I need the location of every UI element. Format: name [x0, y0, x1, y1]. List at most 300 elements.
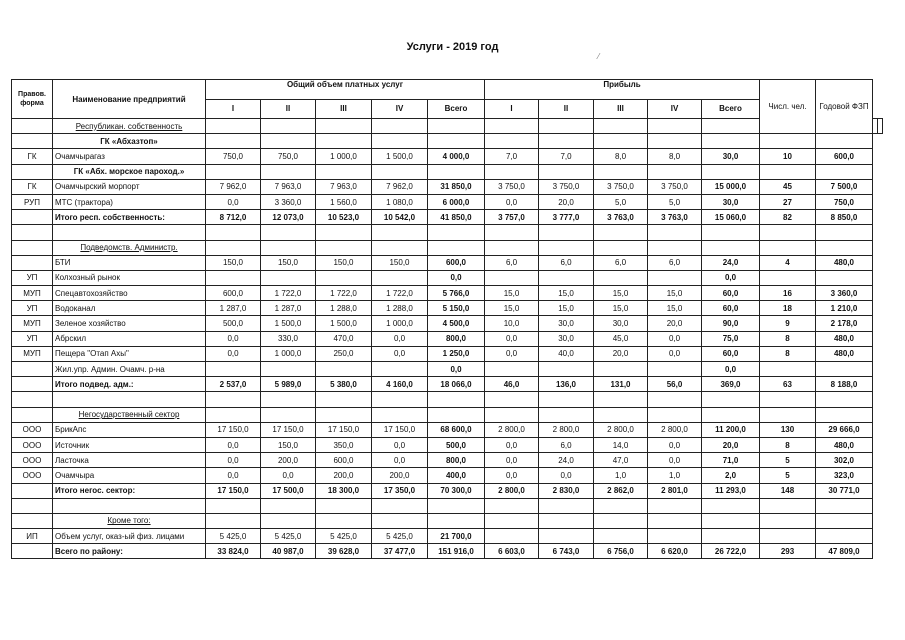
- volume-q4-cell: 4 160,0: [372, 377, 428, 392]
- profit-q2-cell: 136,0: [539, 377, 594, 392]
- enterprise-name-cell: МТС (трактора): [53, 194, 206, 209]
- empty-cell: [816, 392, 873, 407]
- volume-total-cell: 400,0: [428, 468, 485, 483]
- profit-q2-cell: [539, 362, 594, 377]
- staff-count-cell: 293: [760, 544, 816, 559]
- profit-q4-cell: 2 800,0: [648, 422, 702, 437]
- section-row: [12, 119, 883, 134]
- legal-form-cell: [12, 544, 53, 559]
- table-row: [12, 468, 883, 483]
- empty-cell: [372, 407, 428, 422]
- empty-cell: [206, 513, 261, 528]
- profit-total-cell: 60,0: [702, 346, 760, 361]
- profit-q2-cell: [539, 529, 594, 544]
- staff-count-cell: 5: [760, 453, 816, 468]
- volume-q3-cell: [316, 362, 372, 377]
- staff-count-cell: 10: [760, 149, 816, 164]
- empty-cell: [648, 407, 702, 422]
- volume-q4-cell: 1 080,0: [372, 194, 428, 209]
- volume-q2-cell: 1 000,0: [261, 346, 316, 361]
- enterprise-name-cell: Итого негос. сектор:: [53, 483, 206, 498]
- enterprise-name-cell: БТИ: [53, 255, 206, 270]
- volume-q3-cell: 200,0: [316, 468, 372, 483]
- profit-q1-cell: [485, 529, 539, 544]
- empty-cell: [428, 240, 485, 255]
- profit-q1-cell: 0,0: [485, 453, 539, 468]
- total-row: [12, 210, 883, 225]
- profit-q1-cell: 10,0: [485, 316, 539, 331]
- table-row: [12, 194, 883, 209]
- volume-q3-cell: 250,0: [316, 346, 372, 361]
- annual-fzp-cell: 30 771,0: [816, 483, 873, 498]
- profit-q2-cell: [539, 270, 594, 285]
- legal-form-cell: МУП: [12, 346, 53, 361]
- profit-q3-cell: 131,0: [594, 377, 648, 392]
- empty-cell: [648, 225, 702, 240]
- profit-total-cell: 26 722,0: [702, 544, 760, 559]
- section-title: Подведомств. Администр.: [53, 240, 206, 255]
- profit-q3-cell: 6,0: [594, 255, 648, 270]
- empty-cell: [372, 119, 428, 134]
- profit-q3-cell: 20,0: [594, 346, 648, 361]
- profit-q2-cell: 24,0: [539, 453, 594, 468]
- annual-fzp-cell: 480,0: [816, 437, 873, 452]
- profit-q1-cell: 6 603,0: [485, 544, 539, 559]
- empty-cell: [816, 240, 873, 255]
- empty-cell: [12, 225, 53, 240]
- profit-total-cell: 15 000,0: [702, 179, 760, 194]
- header-p-q4: IV: [648, 99, 702, 119]
- empty-cell: [261, 513, 316, 528]
- volume-q3-cell: 150,0: [316, 255, 372, 270]
- profit-total-cell: 20,0: [702, 437, 760, 452]
- staff-count-cell: 130: [760, 422, 816, 437]
- empty-cell: [702, 225, 760, 240]
- volume-total-cell: 600,0: [428, 255, 485, 270]
- empty-cell: [485, 498, 539, 513]
- empty-cell: [428, 119, 485, 134]
- empty-cell: [594, 407, 648, 422]
- volume-q3-cell: 18 300,0: [316, 483, 372, 498]
- annual-fzp-cell: 8 188,0: [816, 377, 873, 392]
- annual-fzp-cell: 750,0: [816, 194, 873, 209]
- profit-q3-cell: 3 750,0: [594, 179, 648, 194]
- volume-q2-cell: 12 073,0: [261, 210, 316, 225]
- annual-fzp-cell: 302,0: [816, 453, 873, 468]
- staff-count-cell: 16: [760, 286, 816, 301]
- volume-q4-cell: 0,0: [372, 453, 428, 468]
- legal-form-cell: [12, 483, 53, 498]
- blank-row: [12, 392, 883, 407]
- volume-total-cell: 4 500,0: [428, 316, 485, 331]
- volume-q1-cell: [206, 270, 261, 285]
- volume-q3-cell: 10 523,0: [316, 210, 372, 225]
- profit-total-cell: 11 293,0: [702, 483, 760, 498]
- empty-cell: [316, 392, 372, 407]
- profit-q3-cell: 15,0: [594, 301, 648, 316]
- volume-q2-cell: 5 989,0: [261, 377, 316, 392]
- profit-q4-cell: 0,0: [648, 331, 702, 346]
- empty-cell: [261, 119, 316, 134]
- volume-q2-cell: [261, 270, 316, 285]
- profit-q1-cell: 46,0: [485, 377, 539, 392]
- volume-q3-cell: 1 722,0: [316, 286, 372, 301]
- empty-cell: [594, 240, 648, 255]
- profit-q2-cell: 3 750,0: [539, 179, 594, 194]
- empty-cell: [485, 392, 539, 407]
- annual-fzp-cell: [816, 362, 873, 377]
- profit-q4-cell: 8,0: [648, 149, 702, 164]
- volume-q2-cell: 150,0: [261, 255, 316, 270]
- legal-form-cell: [12, 377, 53, 392]
- table-row: [12, 346, 883, 361]
- empty-cell: [760, 513, 816, 528]
- section-title: Негосударственный сектор: [53, 407, 206, 422]
- empty-cell: [485, 240, 539, 255]
- volume-total-cell: 68 600,0: [428, 422, 485, 437]
- section-title: Кроме того:: [53, 513, 206, 528]
- profit-q4-cell: 20,0: [648, 316, 702, 331]
- empty-cell: [316, 134, 372, 149]
- table-row: [12, 362, 883, 377]
- volume-q1-cell: 0,0: [206, 453, 261, 468]
- volume-q2-cell: 1 722,0: [261, 286, 316, 301]
- table-row: [12, 316, 883, 331]
- volume-q2-cell: [261, 362, 316, 377]
- staff-count-cell: 18: [760, 301, 816, 316]
- empty-cell: [760, 407, 816, 422]
- table-row: [12, 453, 883, 468]
- volume-q4-cell: 17 150,0: [372, 422, 428, 437]
- volume-q2-cell: 1 287,0: [261, 301, 316, 316]
- enterprise-name-cell: Спецавтохозяйство: [53, 286, 206, 301]
- empty-cell: [53, 392, 206, 407]
- legal-form-cell: [12, 210, 53, 225]
- table-row: [12, 422, 883, 437]
- annual-fzp-cell: 2 178,0: [816, 316, 873, 331]
- volume-q4-cell: [372, 270, 428, 285]
- empty-cell: [261, 498, 316, 513]
- profit-q4-cell: 6,0: [648, 255, 702, 270]
- total-row: [12, 544, 883, 559]
- profit-q4-cell: 1,0: [648, 468, 702, 483]
- profit-q1-cell: 7,0: [485, 149, 539, 164]
- empty-cell: [206, 392, 261, 407]
- profit-q4-cell: 3 763,0: [648, 210, 702, 225]
- empty-cell: [760, 240, 816, 255]
- empty-cell: [428, 134, 485, 149]
- profit-q4-cell: 15,0: [648, 286, 702, 301]
- annual-fzp-cell: 47 809,0: [816, 544, 873, 559]
- volume-q2-cell: 7 963,0: [261, 179, 316, 194]
- empty-cell: [316, 225, 372, 240]
- legal-form-cell: МУП: [12, 286, 53, 301]
- empty-cell: [261, 407, 316, 422]
- table-row: [12, 331, 883, 346]
- profit-total-cell: 15 060,0: [702, 210, 760, 225]
- section-row: [12, 407, 883, 422]
- volume-q4-cell: 0,0: [372, 331, 428, 346]
- profit-q1-cell: 2 800,0: [485, 483, 539, 498]
- form-cell: [12, 134, 53, 149]
- volume-total-cell: 21 700,0: [428, 529, 485, 544]
- profit-q2-cell: 6 743,0: [539, 544, 594, 559]
- profit-q2-cell: 20,0: [539, 194, 594, 209]
- volume-q3-cell: 350,0: [316, 437, 372, 452]
- form-cell: [12, 119, 53, 134]
- staff-count-cell: [760, 270, 816, 285]
- profit-total-cell: 0,0: [702, 362, 760, 377]
- section-row: [12, 513, 883, 528]
- annual-fzp-cell: 8 850,0: [816, 210, 873, 225]
- volume-q1-cell: 17 150,0: [206, 483, 261, 498]
- annual-fzp-cell: 480,0: [816, 331, 873, 346]
- pen-mark: ⁄: [598, 52, 600, 61]
- volume-q2-cell: 750,0: [261, 149, 316, 164]
- form-cell: [12, 164, 53, 179]
- table-row: [12, 301, 883, 316]
- enterprise-name-cell: БрикАпс: [53, 422, 206, 437]
- legal-form-cell: ООО: [12, 468, 53, 483]
- volume-q3-cell: 1 000,0: [316, 149, 372, 164]
- legal-form-cell: ООО: [12, 437, 53, 452]
- volume-q2-cell: 1 500,0: [261, 316, 316, 331]
- profit-q3-cell: 3 763,0: [594, 210, 648, 225]
- volume-q1-cell: 600,0: [206, 286, 261, 301]
- empty-cell: [206, 134, 261, 149]
- empty-cell: [539, 240, 594, 255]
- empty-cell: [316, 240, 372, 255]
- header-row-1: [12, 80, 883, 100]
- volume-q1-cell: 500,0: [206, 316, 261, 331]
- volume-q1-cell: 5 425,0: [206, 529, 261, 544]
- enterprise-name-cell: Всего по району:: [53, 544, 206, 559]
- volume-q4-cell: 37 477,0: [372, 544, 428, 559]
- empty-cell: [702, 240, 760, 255]
- empty-cell: [878, 119, 883, 134]
- volume-q3-cell: 1 288,0: [316, 301, 372, 316]
- profit-q1-cell: 3 757,0: [485, 210, 539, 225]
- profit-q4-cell: 0,0: [648, 453, 702, 468]
- subgroup-title: ГК «Абхазтоп»: [53, 134, 206, 149]
- legal-form-cell: [12, 362, 53, 377]
- empty-cell: [594, 134, 648, 149]
- legal-form-cell: УП: [12, 270, 53, 285]
- empty-cell: [316, 164, 372, 179]
- empty-cell: [760, 498, 816, 513]
- volume-q3-cell: 39 628,0: [316, 544, 372, 559]
- volume-total-cell: 70 300,0: [428, 483, 485, 498]
- subgroup-title: ГК «Абх. морское пароход.»: [53, 164, 206, 179]
- empty-cell: [816, 407, 873, 422]
- annual-fzp-cell: [816, 270, 873, 285]
- profit-total-cell: 30,0: [702, 194, 760, 209]
- empty-cell: [760, 164, 816, 179]
- staff-count-cell: [760, 529, 816, 544]
- staff-count-cell: 82: [760, 210, 816, 225]
- empty-cell: [539, 392, 594, 407]
- empty-cell: [702, 119, 760, 134]
- volume-q1-cell: 1 287,0: [206, 301, 261, 316]
- empty-cell: [816, 134, 873, 149]
- volume-q3-cell: 7 963,0: [316, 179, 372, 194]
- empty-cell: [206, 407, 261, 422]
- volume-q4-cell: 1 288,0: [372, 301, 428, 316]
- header-fzp: Годовой ФЗП: [816, 80, 873, 134]
- profit-q4-cell: 3 750,0: [648, 179, 702, 194]
- volume-total-cell: 500,0: [428, 437, 485, 452]
- profit-q4-cell: [648, 270, 702, 285]
- header-v-q3: III: [316, 99, 372, 119]
- staff-count-cell: 8: [760, 331, 816, 346]
- volume-total-cell: 6 000,0: [428, 194, 485, 209]
- volume-q1-cell: [206, 362, 261, 377]
- blank-row: [12, 498, 883, 513]
- staff-count-cell: 63: [760, 377, 816, 392]
- enterprise-name-cell: Очамчырагаз: [53, 149, 206, 164]
- empty-cell: [206, 119, 261, 134]
- profit-total-cell: 11 200,0: [702, 422, 760, 437]
- volume-q4-cell: 0,0: [372, 437, 428, 452]
- profit-q1-cell: 0,0: [485, 331, 539, 346]
- volume-q2-cell: 150,0: [261, 437, 316, 452]
- header-staff: Числ. чел.: [760, 80, 816, 134]
- volume-q2-cell: 200,0: [261, 453, 316, 468]
- profit-q4-cell: 15,0: [648, 301, 702, 316]
- profit-q3-cell: 8,0: [594, 149, 648, 164]
- profit-q4-cell: [648, 529, 702, 544]
- profit-total-cell: 24,0: [702, 255, 760, 270]
- empty-cell: [816, 513, 873, 528]
- empty-cell: [816, 164, 873, 179]
- profit-q3-cell: 1,0: [594, 468, 648, 483]
- volume-q2-cell: 330,0: [261, 331, 316, 346]
- volume-total-cell: 800,0: [428, 453, 485, 468]
- empty-cell: [428, 407, 485, 422]
- legal-form-cell: УП: [12, 331, 53, 346]
- empty-cell: [539, 134, 594, 149]
- total-row: [12, 377, 883, 392]
- empty-cell: [261, 240, 316, 255]
- empty-cell: [261, 225, 316, 240]
- enterprise-name-cell: Очамчырский морпорт: [53, 179, 206, 194]
- volume-q3-cell: [316, 270, 372, 285]
- profit-q3-cell: 15,0: [594, 286, 648, 301]
- profit-total-cell: 60,0: [702, 301, 760, 316]
- profit-total-cell: 30,0: [702, 149, 760, 164]
- profit-q3-cell: 47,0: [594, 453, 648, 468]
- annual-fzp-cell: 600,0: [816, 149, 873, 164]
- empty-cell: [428, 392, 485, 407]
- annual-fzp-cell: 29 666,0: [816, 422, 873, 437]
- profit-total-cell: 75,0: [702, 331, 760, 346]
- legal-form-cell: РУП: [12, 194, 53, 209]
- empty-cell: [372, 240, 428, 255]
- empty-cell: [702, 407, 760, 422]
- empty-cell: [485, 407, 539, 422]
- profit-q2-cell: 7,0: [539, 149, 594, 164]
- staff-count-cell: 8: [760, 437, 816, 452]
- empty-cell: [53, 225, 206, 240]
- empty-cell: [539, 225, 594, 240]
- staff-count-cell: 4: [760, 255, 816, 270]
- enterprise-name-cell: Жил.упр. Админ. Очамч. р-на: [53, 362, 206, 377]
- volume-total-cell: 1 250,0: [428, 346, 485, 361]
- profit-q1-cell: 6,0: [485, 255, 539, 270]
- profit-q1-cell: 0,0: [485, 468, 539, 483]
- empty-cell: [648, 392, 702, 407]
- empty-cell: [206, 164, 261, 179]
- enterprise-name-cell: Зеленое хозяйство: [53, 316, 206, 331]
- empty-cell: [372, 513, 428, 528]
- staff-count-cell: [760, 362, 816, 377]
- profit-q1-cell: 0,0: [485, 194, 539, 209]
- profit-total-cell: [702, 529, 760, 544]
- table-row: [12, 286, 883, 301]
- profit-q1-cell: 15,0: [485, 286, 539, 301]
- annual-fzp-cell: 480,0: [816, 346, 873, 361]
- empty-cell: [702, 513, 760, 528]
- page-title: Услуги - 2019 год: [406, 41, 499, 53]
- form-cell: [12, 513, 53, 528]
- staff-count-cell: 45: [760, 179, 816, 194]
- empty-cell: [702, 164, 760, 179]
- volume-total-cell: 0,0: [428, 270, 485, 285]
- volume-q4-cell: 7 962,0: [372, 179, 428, 194]
- enterprise-name-cell: Колхозный рынок: [53, 270, 206, 285]
- empty-cell: [594, 513, 648, 528]
- profit-total-cell: 90,0: [702, 316, 760, 331]
- table-row: [12, 255, 883, 270]
- form-cell: [12, 240, 53, 255]
- volume-total-cell: 31 850,0: [428, 179, 485, 194]
- volume-q2-cell: 3 360,0: [261, 194, 316, 209]
- subgroup-row: [12, 164, 883, 179]
- profit-q2-cell: 2 800,0: [539, 422, 594, 437]
- empty-cell: [485, 513, 539, 528]
- subgroup-row: [12, 134, 883, 149]
- profit-q4-cell: 5,0: [648, 194, 702, 209]
- volume-q3-cell: 5 425,0: [316, 529, 372, 544]
- profit-q4-cell: 6 620,0: [648, 544, 702, 559]
- section-row: [12, 240, 883, 255]
- empty-cell: [485, 164, 539, 179]
- section-title: Республикан. собственность: [53, 119, 206, 134]
- enterprise-name-cell: Ласточка: [53, 453, 206, 468]
- volume-q3-cell: 5 380,0: [316, 377, 372, 392]
- empty-cell: [539, 498, 594, 513]
- volume-q1-cell: 2 537,0: [206, 377, 261, 392]
- profit-q2-cell: 0,0: [539, 468, 594, 483]
- profit-q2-cell: 40,0: [539, 346, 594, 361]
- empty-cell: [12, 498, 53, 513]
- form-cell: [12, 407, 53, 422]
- volume-total-cell: 41 850,0: [428, 210, 485, 225]
- legal-form-cell: ООО: [12, 422, 53, 437]
- empty-cell: [594, 498, 648, 513]
- volume-q2-cell: 0,0: [261, 468, 316, 483]
- legal-form-cell: МУП: [12, 316, 53, 331]
- volume-q3-cell: 1 560,0: [316, 194, 372, 209]
- volume-q4-cell: 1 000,0: [372, 316, 428, 331]
- annual-fzp-cell: 323,0: [816, 468, 873, 483]
- enterprise-name-cell: Итого подвед. адм.:: [53, 377, 206, 392]
- legal-form-cell: УП: [12, 301, 53, 316]
- volume-q1-cell: 0,0: [206, 346, 261, 361]
- empty-cell: [316, 407, 372, 422]
- header-p-q2: II: [539, 99, 594, 119]
- volume-total-cell: 151 916,0: [428, 544, 485, 559]
